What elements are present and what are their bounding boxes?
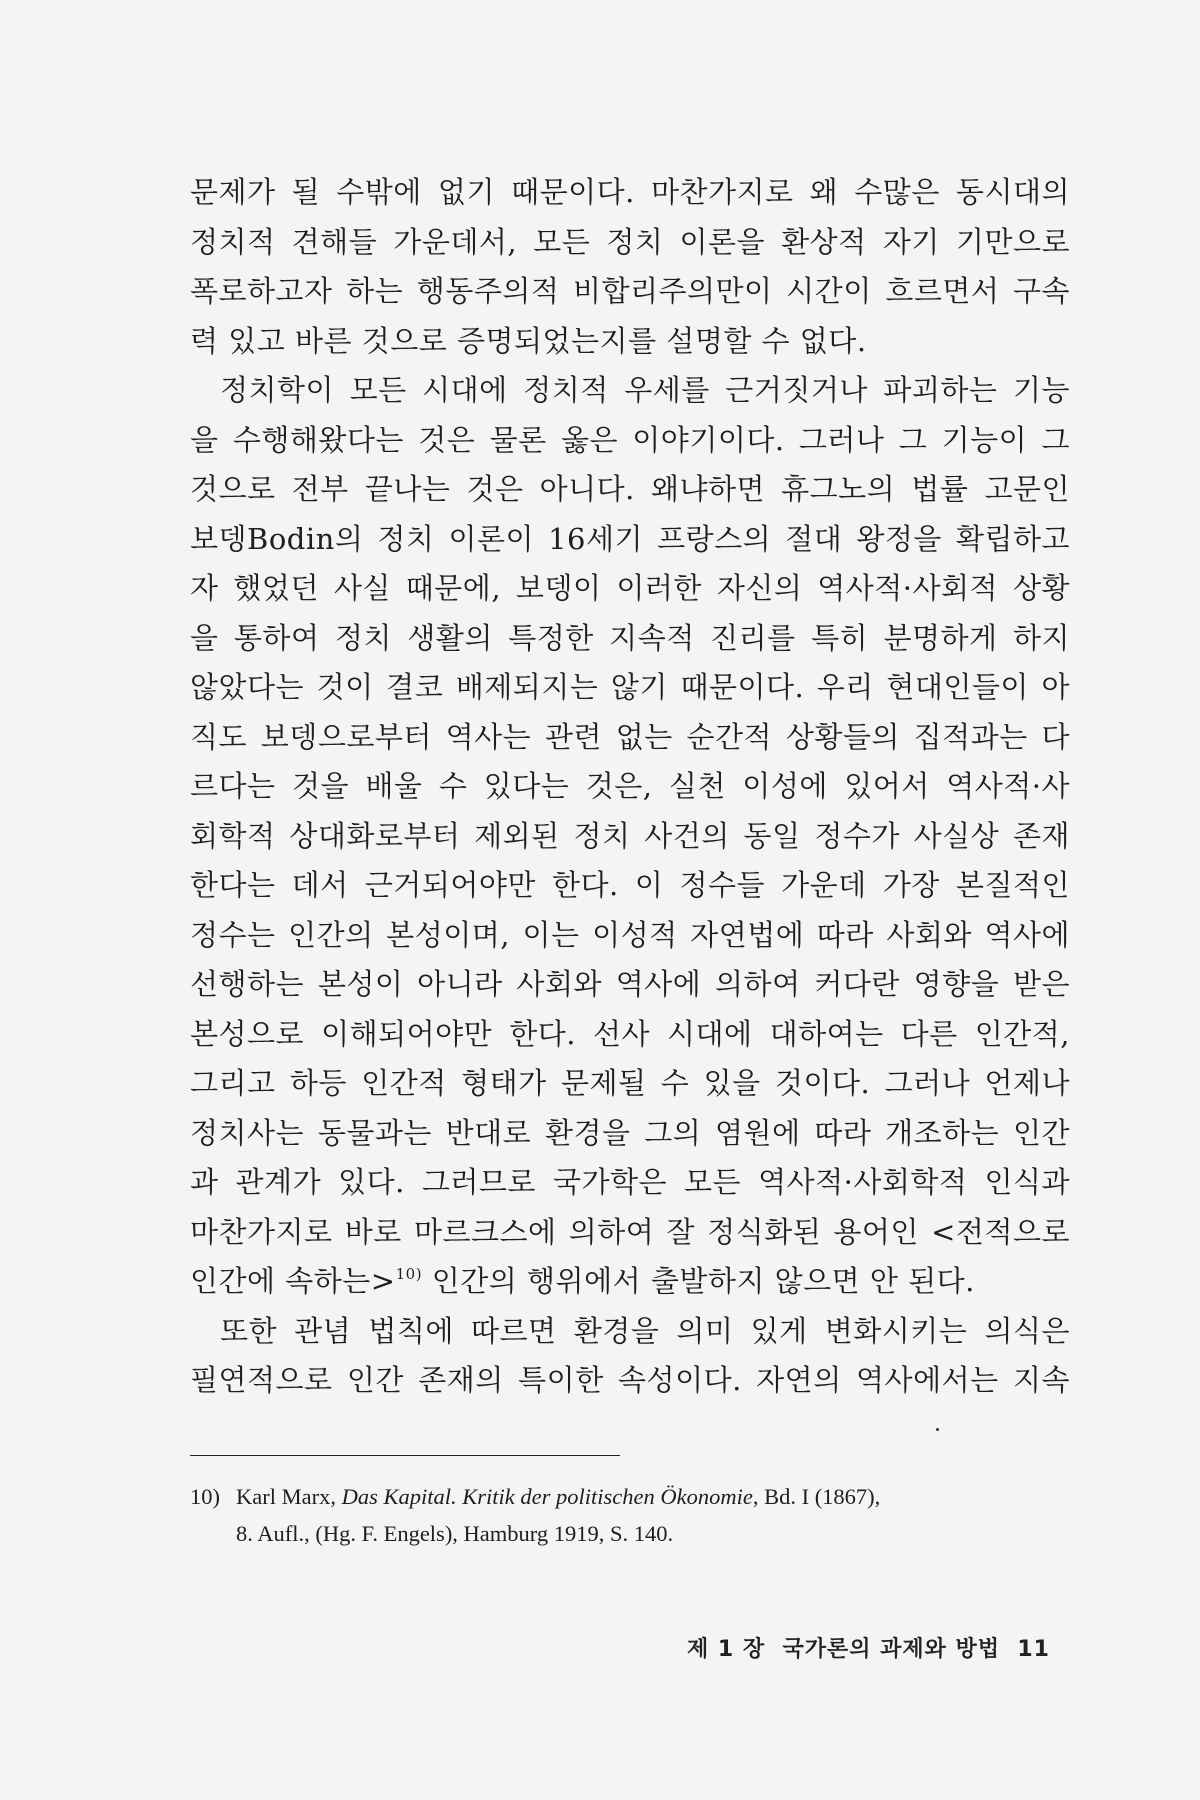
- text-line: 필연적으로 인간 존재의 특이한 속성이다. 자연의 역사에서는 지속: [190, 1363, 1070, 1397]
- text-line: 정치사는 동물과는 반대로 환경을 그의 염원에 따라 개조하는 인간: [190, 1115, 1070, 1150]
- text-line: 을 통하여 정치 생활의 특정한 지속적 진리를 특히 분명하게 하지: [190, 620, 1070, 655]
- text-line: 회학적 상대화로부터 제외된 정치 사건의 동일 정수가 사실상 존재: [190, 818, 1070, 853]
- text-fragment: 인간의 행위에서 출발하지 않으면 안 된다.: [431, 1264, 975, 1298]
- footnote-reference[interactable]: 10): [395, 1265, 423, 1283]
- footnote: [190, 1478, 1070, 1552]
- footnote-book-title: Das Kapital. Kritik der politischen Ökonomie: [341, 1484, 753, 1509]
- text-line: 문제가 될 수밖에 없기 때문이다. 마찬가지로 왜 수많은 동시대의: [190, 175, 1070, 209]
- footnote-divider: [190, 1455, 620, 1456]
- text-line: 정수는 인간의 본성이며, 이는 이성적 자연법에 따라 사회와 역사에: [190, 917, 1070, 952]
- running-footer: [687, 1632, 1050, 1663]
- text-line: 것으로 전부 끝나는 것은 아니다. 왜냐하면 휴그노의 법률 고문인: [190, 472, 1070, 506]
- stray-mark: [936, 1428, 939, 1431]
- text-line: 을 수행해왔다는 것은 물론 옳은 이야기이다. 그러나 그 기능이 그: [190, 422, 1070, 457]
- text-line: 직도 보뎅으로부터 역사는 관련 없는 순간적 상황들의 집적과는 다: [190, 719, 1070, 754]
- chapter-title: 국가론의 과제와 방법: [782, 1637, 1001, 1662]
- text-line: 과 관계가 있다. 그러므로 국가학은 모든 역사적·사회학적 인식과: [190, 1165, 1070, 1199]
- footnote-publication: 8. Aufl., (Hg. F. Engels), Hamburg 1919, S. 140.: [236, 1521, 674, 1546]
- footnote-number: 10): [190, 1484, 220, 1509]
- text-line: 선행하는 본성이 아니라 사회와 역사에 의하여 커다란 영향을 받은: [190, 967, 1070, 1001]
- text-line: 또한 관념 법칙에 따르면 환경을 의미 있게 변화시키는 의식은: [220, 1313, 1070, 1348]
- text-line: 마찬가지로 바로 마르크스에 의하여 잘 정식화된 용어인 <전적으로: [190, 1214, 1070, 1249]
- text-line: 정치학이 모든 시대에 정치적 우세를 근거짓거나 파괴하는 기능: [220, 373, 1070, 407]
- text-line: 보뎅Bodin의 정치 이론이 16세기 프랑스의 절대 왕정을 확립하고: [190, 521, 1070, 556]
- footnote-edition: , Bd. I (1867),: [752, 1484, 881, 1509]
- text-line: 않았다는 것이 결코 배제되지는 않기 때문이다. 우리 현대인들이 아: [190, 670, 1070, 704]
- page-number: 11: [1017, 1637, 1050, 1662]
- text-line: 정치적 견해들 가운데서, 모든 정치 이론을 환상적 자기 기만으로: [190, 224, 1070, 259]
- chapter-number: 제 1 장: [686, 1637, 766, 1662]
- text-line: 폭로하고자 하는 행동주의적 비합리주의만이 시간이 흐르면서 구속: [190, 274, 1070, 308]
- text-line: 한다는 데서 근거되어야만 한다. 이 정수들 가운데 가장 본질적인: [190, 868, 1070, 902]
- text-line: 력 있고 바른 것으로 증명되었는지를 설명할 수 없다.: [190, 323, 867, 358]
- text-fragment: 인간에 속하는>: [190, 1264, 396, 1298]
- text-line: [190, 1257, 1070, 1307]
- text-line: 본성으로 이해되어야만 한다. 선사 시대에 대하여는 다른 인간적,: [190, 1016, 1070, 1051]
- text-line: 르다는 것을 배울 수 있다는 것은, 실천 이성에 있어서 역사적·사: [190, 769, 1070, 803]
- text-line: 자 했었던 사실 때문에, 보뎅이 이러한 자신의 역사적·사회적 상황: [190, 571, 1070, 605]
- text-line: 그리고 하등 인간적 형태가 문제될 수 있을 것이다. 그러나 언제나: [190, 1066, 1070, 1100]
- body-text: [190, 168, 1070, 1406]
- footnote-author: Karl Marx,: [236, 1484, 336, 1509]
